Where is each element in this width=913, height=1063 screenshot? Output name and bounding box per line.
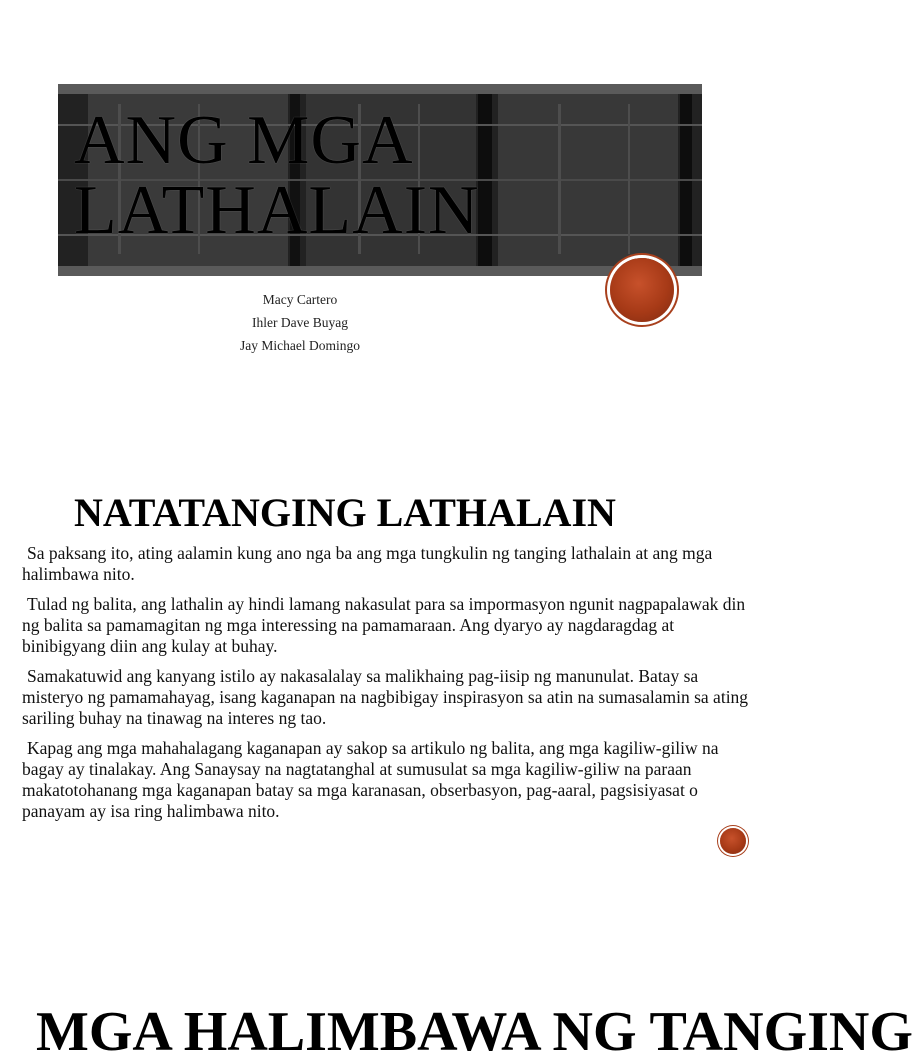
paragraph: Tulad ng balita, ang lathalin ay hindi lamang nakasulat para sa impormasyon ngunit nagpapalawak din ng balita sa pamamagitan ng mga interessing na pamamaraan. Ang dyaryo ay nagdaragdag at binibigyang diin ang kulay at buhay. (22, 594, 746, 656)
title-slide (0, 0, 768, 440)
next-slide-heading: MGA HALIMBAWA NG TANGING (36, 1001, 913, 1063)
presentation-title (74, 102, 674, 249)
next-slide (0, 990, 913, 1063)
paragraph: Sa paksang ito, ating aalamin kung ano nga ba ang mga tungkulin ng tanging lathalain at ang mga halimbawa nito. (22, 543, 713, 584)
author-name: Macy Cartero (262, 292, 338, 307)
title-line-1: ANG MGA (74, 102, 414, 179)
title-banner (58, 84, 702, 276)
author-name: Jay Michael Domingo (240, 338, 360, 353)
paragraph: Kapag ang mga mahahalagang kaganapan ay sakop sa artikulo ng balita, ang mga kagiliw-giliw na bagay ay tinalakay. Ang Sanaysay na nagtatanghal at sumusulat sa mga kagiliw-giliw na paraan makatotohanang mga kaganapan batay sa mga karanasan, obserbasyon, pag-aaral, pagsisiyasat o panayam ay isa ring halimbawa nito. (22, 738, 719, 821)
section-heading: NATATANGING LATHALAIN (74, 490, 616, 535)
content-slide (0, 470, 768, 890)
author-name: Ihler Dave Buyag (252, 315, 348, 330)
body-text (22, 543, 752, 831)
title-line-2: LATHALAIN (74, 172, 480, 249)
decorative-orb-icon (610, 258, 674, 322)
paragraph: Samakatuwid ang kanyang istilo ay nakasalalay sa malikhaing pag-iisip ng manunulat. Batay sa misteryo ng pamamahayag, isang kaganapan na nagbibigay inspirasyon sa atin na sumasalamin sa ating sariling buhay na tinawag na interes ng tao. (22, 666, 749, 728)
decorative-orb-icon (720, 828, 746, 854)
author-list (200, 288, 400, 357)
